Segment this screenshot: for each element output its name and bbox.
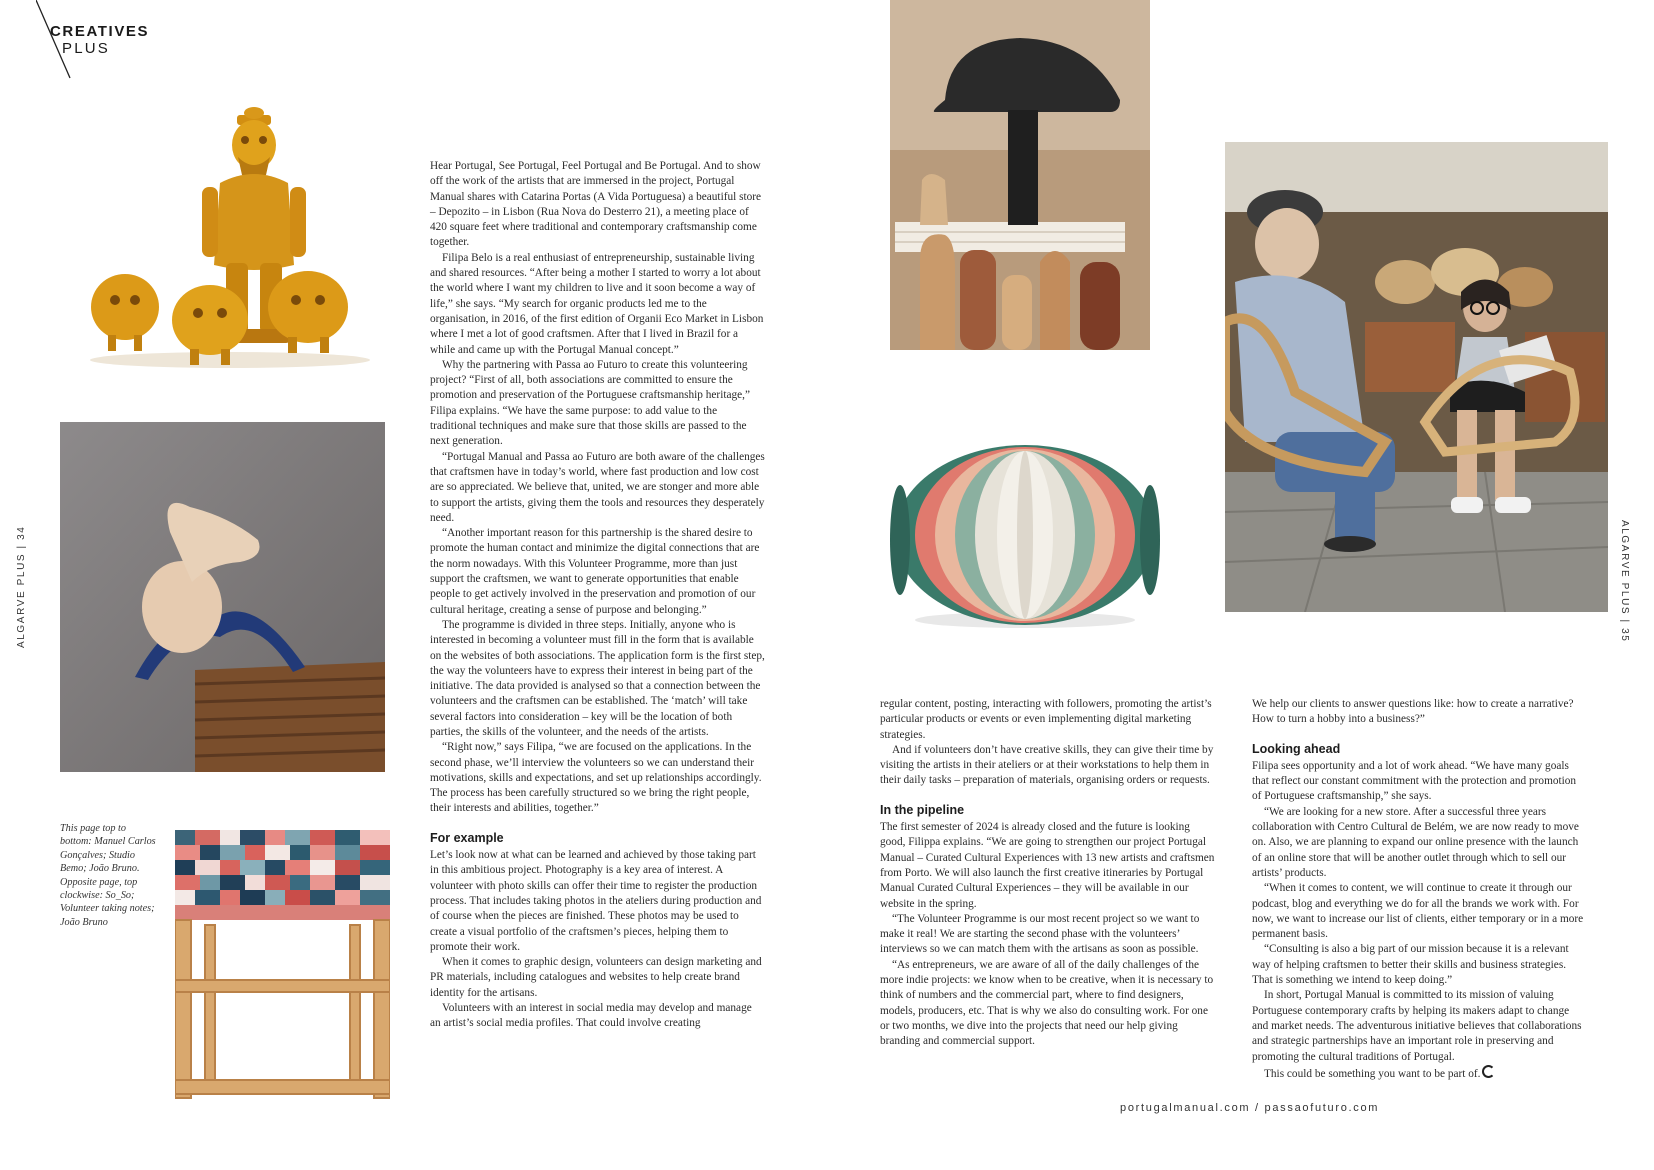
paragraph: Volunteers with an interest in social media may develop and manage an artist’s social media profiles. That could involve creating <box>430 1002 752 1030</box>
section-heading: For example <box>430 830 504 845</box>
paragraph: Filipa Belo is a real enthusiast of entrepreneurship, sustainable living and shared resources. “After being a mother I started to worry a lot about the world where I want my children to live and it soon become a way of life,” she says. “My search for organic products led me to the organisation, in 2016, of the first edition of Organii Eco Market in Lisbon where I met a lot of good craftsmen. After that I lived in Brazil for a while and came up with the Portugal Manual concept.” <box>430 251 764 356</box>
footer-links: portugalmanual.com / passaofuturo.com <box>1120 1102 1380 1114</box>
folio-left: ALGARVE PLUS | 34 <box>16 525 27 648</box>
lamp-photo <box>890 0 1150 350</box>
sculpture-photo <box>60 422 385 772</box>
section-heading: Looking ahead <box>1252 741 1341 756</box>
paragraph: “We are looking for a new store. After a successful three years collaboration with Centro Cultural de Belém, we are now ready to move on. Also, we are planning to expand our online presence with the launch of an online store that will be another outlet through which to sell our artists’ products. <box>1252 805 1579 879</box>
volunteer-photo <box>1225 142 1608 612</box>
paragraph: “As entrepreneurs, we are aware of all of the daily challenges of the more indie projects: we know when to be creative, when it is necessary to think of numbers and the commercial part, where to find designers, models, producers, etc. That is why we also do consulting work. For one or two months, we dive into the projects that need our help giving branding and commercial support. <box>880 958 1214 1048</box>
paragraph: The programme is divided in three steps. Initially, anyone who is interested in becoming a volunteer must fill in the form that is available on the websites of both associations. The application form is the first step, the way the volunteers have to express their interest in being part of the initiative. The data provided is analysed so that a connection between the volunteers and the craftsmen can be established. The ‘match’ will take several factors into consideration – key will be the location of both parties, the skills of the volunteer, and the needs of the artists. <box>430 618 765 738</box>
folio-right: ALGARVE PLUS | 35 <box>1619 520 1630 643</box>
ceramic-figurines-photo <box>80 95 380 380</box>
closing-sentence: This could be something you want to be part of. <box>1264 1067 1481 1080</box>
paragraph: In short, Portugal Manual is committed to its mission of valuing Portuguese contemporary crafts by helping its makers adapt to change and market needs. The adventurous initiative believes that collaborations and strategic partnerships have an important role in preserving and promoting the cultural traditions of Portugal. <box>1252 989 1582 1063</box>
paragraph: The first semester of 2024 is already closed and the future is looking good, Filippa explains. “We are going to strengthen our project Portugal Manual – Curated Cultural Experiences with 13 new artists and craftsmen from Porto. We will also launch the first creative itineraries by Portugal Manual Curated Cultural Experiences – they will be available in our website in the spring. <box>880 821 1215 910</box>
paragraph: regular content, posting, interacting with followers, promoting the artist’s particular products or events or even implementing digital marketing strategies. <box>880 698 1212 741</box>
paragraph: We help our clients to answer questions like: how to create a narrative? How to turn a hobby into a business?” <box>1252 698 1574 726</box>
stool-photo <box>175 830 390 1100</box>
paragraph: “Right now,” says Filipa, “we are focused on the applications. In the second phase, we’ll interview the volunteers so we can understand their motivations, skills and expectations, and set up relationships accordingly. The process has been carefully structured so we bring the right people, their interests and abilities, together.” <box>430 741 762 815</box>
paragraph: And if volunteers don’t have creative skills, they can give their time by visiting the artists in their ateliers or at their workstations to help them in their daily tasks – preparation of materials, organising orders or requests. <box>880 743 1214 787</box>
paragraph: “Portugal Manual and Passa ao Futuro are both aware of the challenges that craftsmen have in today’s world, where fast production and low cost are so appreciated. We believe that, united, we are stonger and more able to support the artists, giving them the tools and resources they desperately need. <box>430 450 765 524</box>
article-column-1 <box>430 159 765 1032</box>
paragraph: “Another important reason for this partnership is the shared desire to promote the human contact and minimize the digital connections that are the norm nowadays. With this Volunteer Programme, more than just support the craftsmen, we want to generate opportunities that enable people to get actively involved in the preservation and promotion of our cultural heritage, creating a sense of purpose and belonging.” <box>430 527 760 616</box>
paragraph: When it comes to graphic design, volunteers can design marketing and PR materials, including catalogues and websites to help create brand identity for the artisans. <box>430 956 762 999</box>
section-heading: In the pipeline <box>880 802 965 817</box>
paragraph: “The Volunteer Programme is our most recent project so we want to make it real! We are starting the second phase with the volunteers’ interviews so we can match them with the artisans as soon as possible. <box>880 912 1200 956</box>
article-column-3 <box>1252 697 1588 1082</box>
article-column-2 <box>880 697 1215 1050</box>
pumpkin-photo <box>880 440 1170 640</box>
paragraph: Why the partnering with Passa ao Futuro to create this volunteering project? “First of all, both associations are committed to ensure the promotion and preservation of the Portuguese craftsmanship heritage,” Filipa explains. “We have the same purpose: to add value to the traditional techniques and make sure that those skills are passed to the next generation. <box>430 358 750 448</box>
section-brand <box>50 24 149 56</box>
paragraph-last <box>1252 1065 1588 1082</box>
paragraph: Let’s look now at what can be learned and achieved by those taking part in this ambitious project. Photography is a key area of interest. A volunteer with photo skills can offer their time to register the production process. That includes taking photos in the ateliers during production and of course when the pieces are finished. These photos may be used to create a visual portfolio of the craftsmen’s pieces, helping them to promote their work. <box>430 849 762 953</box>
end-mark-icon <box>1482 1065 1495 1078</box>
paragraph: “When it comes to content, we will continue to create it through our podcast, blog and everything we do for all the brands we work with. For now, we want to increase our list of clients, either temporary or in a more permanent basis. <box>1252 882 1584 941</box>
brand-title: CREATIVES <box>50 23 150 40</box>
paragraph: “Consulting is also a big part of our mission because it is a relevant way of helping craftsmen to better their skills and business strategies. That is something we intend to keep doing.” <box>1252 943 1569 987</box>
photo-caption: This page top to bottom: Manuel Carlos Gonçalves; Studio Bemo; João Bruno. Opposite page, top clockwise: So_So; Volunteer taking notes; João Bruno <box>60 823 156 928</box>
paragraph: Filipa sees opportunity and a lot of work ahead. “We have many goals that reflect our constant commitment with the protection and promotion of Portuguese craftsmanship,” she says. <box>1252 759 1577 803</box>
paragraph: Hear Portugal, See Portugal, Feel Portugal and Be Portugal. And to show off the work of the artists that are immersed in the project, Portugal Manual shares with Catarina Portas (A Vida Portuguesa) a beautiful store – Depozito – in Lisbon (Rua Nova do Desterro 21), a meeting place of 420 square feet where traditional and contemporary craftsmanship come together. <box>430 160 762 249</box>
brand-subtitle: PLUS <box>62 40 110 57</box>
